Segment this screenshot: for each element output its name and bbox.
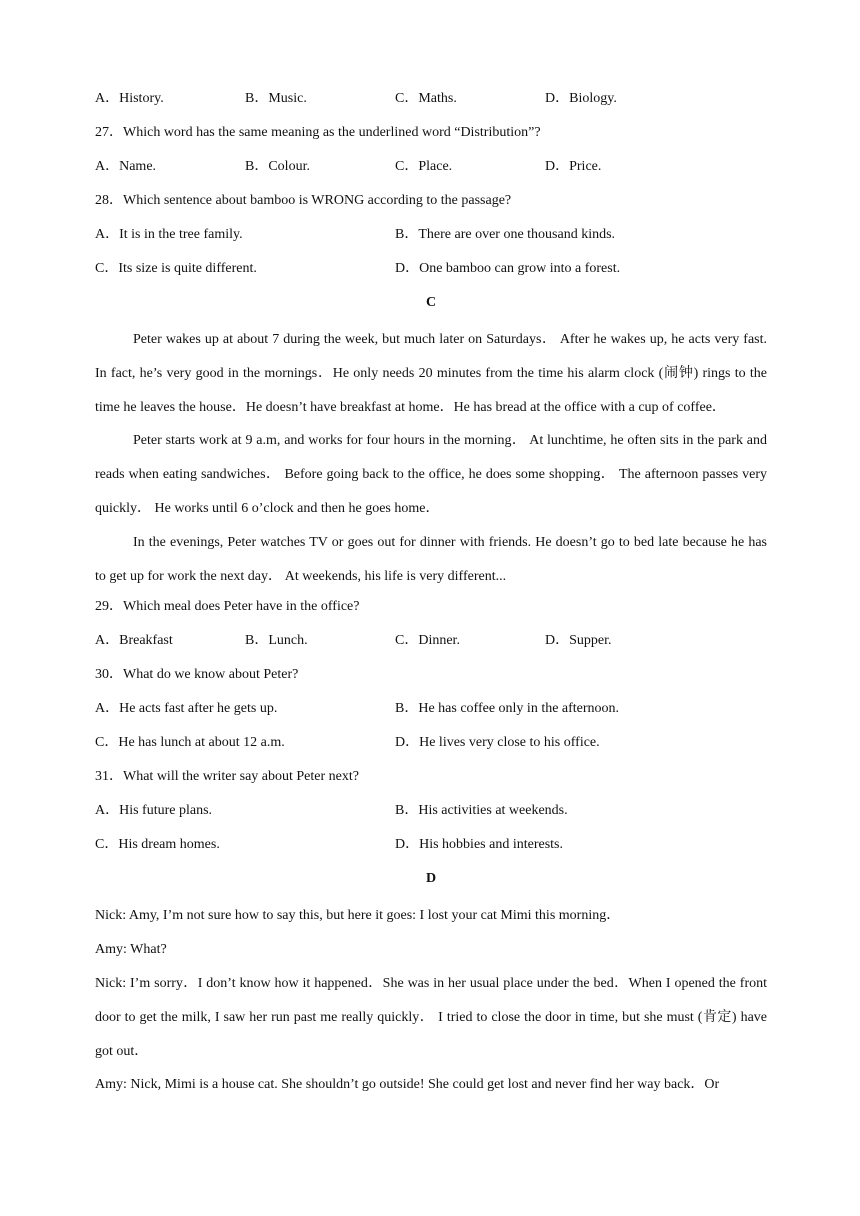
q27-option-a: A．Name. [95, 159, 157, 174]
q31-options-row2 [95, 831, 767, 865]
section-c-paragraph-2: Peter starts work at 9 a.m, and works for four hours in the morning． At lunchtime, he often sits in the park and reads when eating sandwiches． Before going back to the office, he does some shopping． The afternoon passes very quickly． He works until 6 o’clock and then he goes home． [95, 433, 767, 516]
q29-option-b: B．Lunch. [245, 633, 308, 649]
q30-option-b: B．He has coffee only in the afternoon. [395, 701, 620, 717]
q29-question: 29．Which meal does Peter have in the office? [95, 599, 360, 615]
q29-options [95, 627, 767, 661]
section-c-paragraph-1: Peter wakes up at about 7 during the week, but much later on Saturdays． After he wakes up, he acts very fast. In fact, he’s very good in the mornings．He only needs 20 minutes from the time his alarm clock (闹钟) rings to the time he leaves the house．He doesn’t have breakfast at home．He has bread at the office with a cup of coffee． [95, 332, 767, 415]
section-c-paragraph-3: In the evenings, Peter watches TV or goes out for dinner with friends. He doesn’t go to bed late because he has to get up for work the next day． At weekends, his life is very different... [95, 534, 767, 584]
q31-option-d: D．His hobbies and interests. [395, 837, 563, 853]
q31-option-a: A．His future plans. [95, 803, 213, 819]
q30-options-row1 [95, 695, 767, 729]
section-d-heading: D [425, 871, 437, 887]
q27-option-d: D．Price. [545, 159, 602, 174]
q30-options-row2 [95, 729, 767, 763]
dialogue-line: Amy: Nick, Mimi is a house cat. She shouldn’t go outside! She could get lost and never find her way back．Or [95, 1077, 720, 1093]
q28-option-b: B．There are over one thousand kinds. [395, 227, 616, 242]
q29-option-d: D．Supper. [545, 633, 612, 649]
q31-question: 31．What will the writer say about Peter next? [95, 769, 359, 785]
q28-option-d: D．One bamboo can grow into a forest. [395, 261, 621, 276]
q31-option-c: C．His dream homes. [95, 837, 220, 853]
q30-option-a: A．He acts fast after he gets up. [95, 701, 278, 717]
q28-question: 28．Which sentence about bamboo is WRONG according to the passage? [95, 193, 512, 208]
q29-option-c: C．Dinner. [395, 633, 460, 649]
q26-options [95, 85, 767, 119]
q30-question: 30．What do we know about Peter? [95, 667, 299, 683]
q26-option-b: B．Music. [245, 91, 307, 106]
q26-option-d: D．Biology. [545, 91, 617, 106]
q29-option-a: A．Breakfast [95, 633, 173, 649]
dialogue-line: Nick: Amy, I’m not sure how to say this, but here it goes: I lost your cat Mimi this morning． [95, 908, 621, 924]
q26-option-a: A．History. [95, 91, 164, 106]
q31-option-b: B．His activities at weekends. [395, 803, 568, 819]
q26-option-c: C．Maths. [395, 91, 457, 106]
q27-option-b: B．Colour. [245, 159, 310, 174]
dialogue-line: Amy: What? [95, 942, 167, 958]
q31-options-row1 [95, 797, 767, 831]
exam-page [95, 85, 767, 1102]
q30-option-d: D．He lives very close to his office. [395, 735, 600, 751]
q28-options-row2 [95, 255, 767, 289]
dialogue-line: Nick: I’m sorry．I don’t know how it happened．She was in her usual place under the bed．When I opened the front door to get the milk, I saw her run past me really quickly． I tried to close the door in time, but she must (肯定) have got out． [95, 975, 767, 1059]
q28-option-c: C．Its size is quite different. [95, 261, 257, 276]
q28-option-a: A．It is in the tree family. [95, 227, 243, 242]
q27-question: 27．Which word has the same meaning as the underlined word “Distribution”? [95, 125, 541, 140]
q27-option-c: C．Place. [395, 159, 453, 174]
q30-option-c: C．He has lunch at about 12 a.m. [95, 735, 285, 751]
q28-options-row1 [95, 221, 767, 255]
q27-options [95, 153, 767, 187]
section-c-heading: C [425, 295, 437, 310]
